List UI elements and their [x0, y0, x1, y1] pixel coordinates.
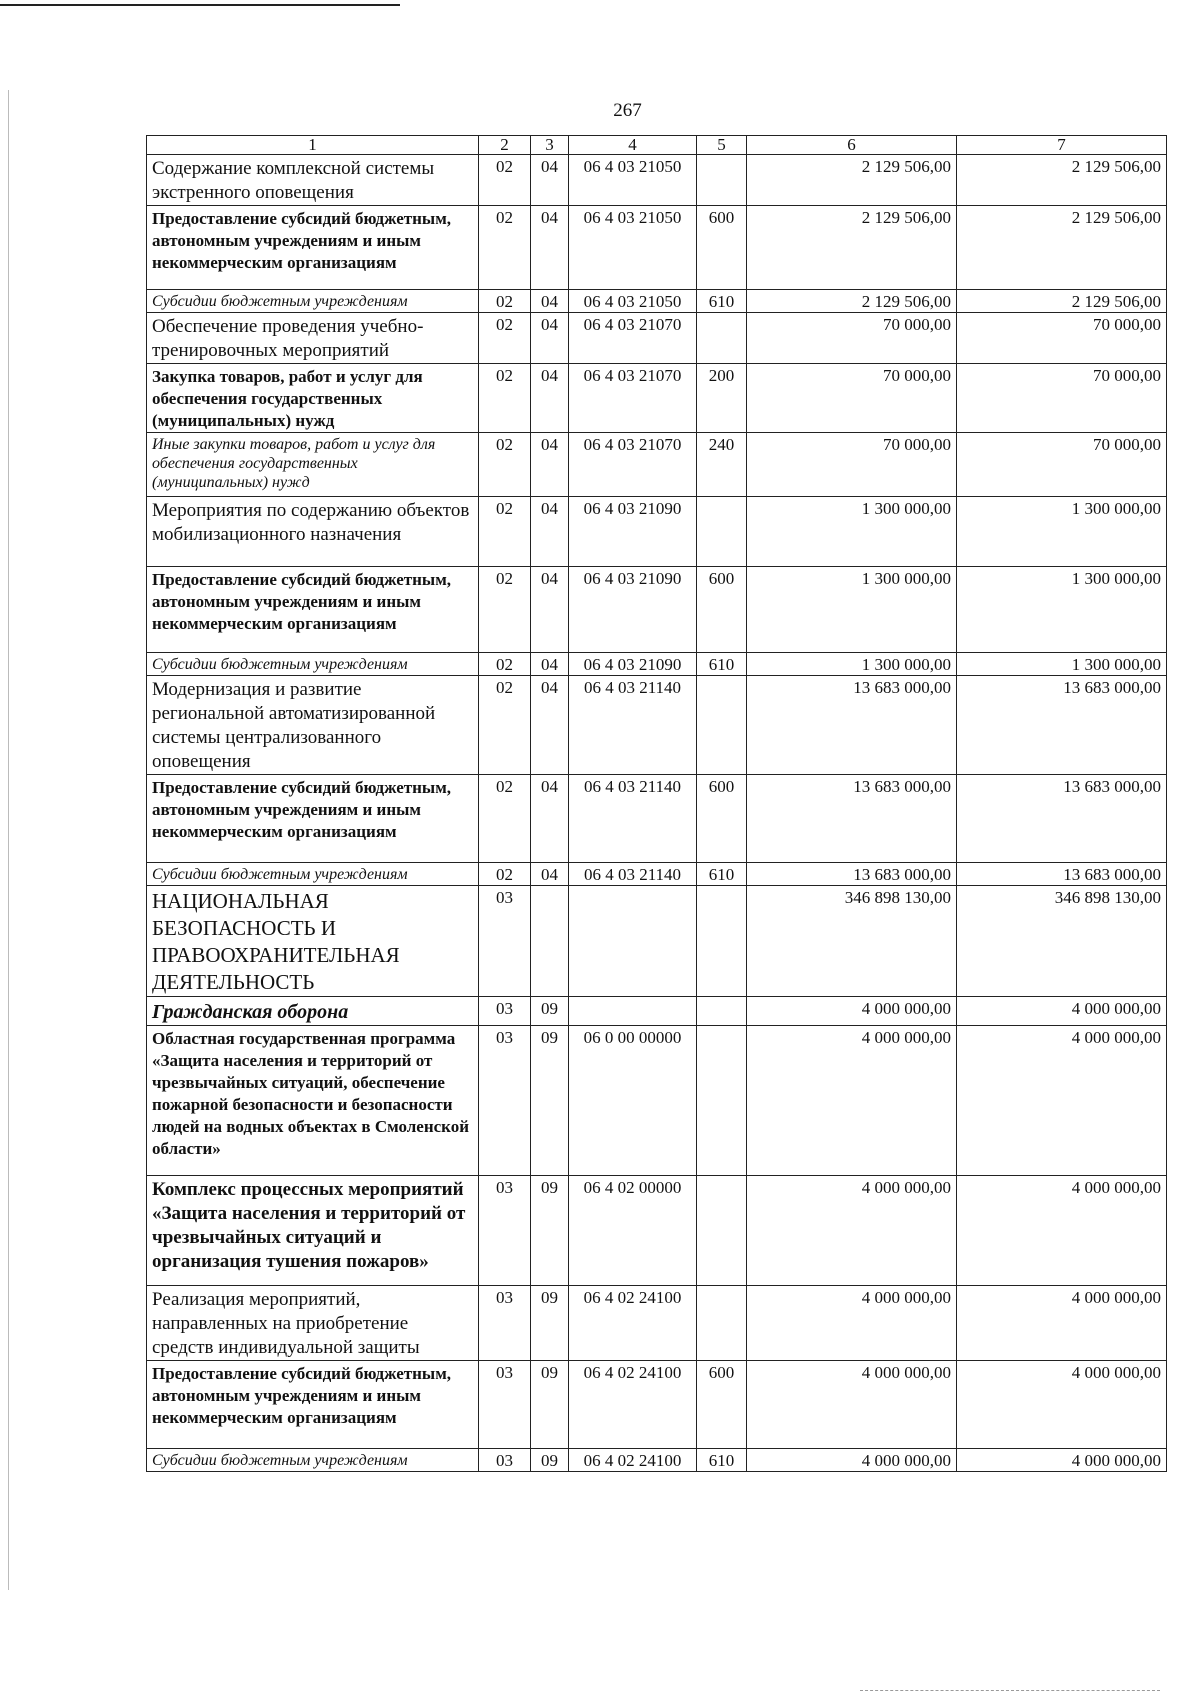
row-name: Предоставление субсидий бюджетным, автономным учреждениям и иным некоммерческим организациям: [147, 206, 479, 290]
row-target-article: 06 4 03 21070: [569, 313, 697, 364]
row-section-code: 03: [479, 1176, 531, 1286]
row-name: Модернизация и развитие региональной автоматизированной системы централизованного оповещения: [147, 676, 479, 775]
row-expense-type: [697, 1176, 747, 1286]
budget-table: [146, 135, 1167, 1472]
header-col-3: 3: [531, 136, 569, 155]
row-name: Мероприятия по содержанию объектов мобилизационного назначения: [147, 497, 479, 567]
row-name: Иные закупки товаров, работ и услуг для обеспечения государственных (муниципальных) нужд: [147, 433, 479, 497]
row-amount-year-2: 70 000,00: [957, 433, 1167, 497]
row-amount-year-1: 4 000 000,00: [747, 1449, 957, 1472]
row-amount-year-2: 4 000 000,00: [957, 1449, 1167, 1472]
row-name: Предоставление субсидий бюджетным, автономным учреждениям и иным некоммерческим организациям: [147, 1361, 479, 1449]
row-amount-year-2: 4 000 000,00: [957, 1286, 1167, 1361]
table-row: [147, 676, 1167, 775]
row-section-code: 02: [479, 313, 531, 364]
row-amount-year-1: 4 000 000,00: [747, 1026, 957, 1176]
row-expense-type: 600: [697, 1361, 747, 1449]
header-col-4: 4: [569, 136, 697, 155]
row-name: Предоставление субсидий бюджетным, автономным учреждениям и иным некоммерческим организациям: [147, 775, 479, 863]
row-amount-year-2: 13 683 000,00: [957, 775, 1167, 863]
row-section-code: 02: [479, 676, 531, 775]
row-expense-type: [697, 497, 747, 567]
row-section-code: 02: [479, 653, 531, 676]
row-amount-year-2: 13 683 000,00: [957, 676, 1167, 775]
table-row: [147, 206, 1167, 290]
row-amount-year-2: 4 000 000,00: [957, 1026, 1167, 1176]
row-amount-year-2: 1 300 000,00: [957, 567, 1167, 653]
row-amount-year-1: 1 300 000,00: [747, 497, 957, 567]
row-amount-year-2: 70 000,00: [957, 364, 1167, 433]
row-subsection-code: 09: [531, 1286, 569, 1361]
table-row: [147, 364, 1167, 433]
row-amount-year-1: 13 683 000,00: [747, 676, 957, 775]
table-row: [147, 997, 1167, 1026]
row-name: Субсидии бюджетным учреждениям: [147, 653, 479, 676]
row-amount-year-1: 2 129 506,00: [747, 206, 957, 290]
row-subsection-code: 04: [531, 653, 569, 676]
row-section-code: 03: [479, 1286, 531, 1361]
row-amount-year-1: 1 300 000,00: [747, 567, 957, 653]
table-row: [147, 775, 1167, 863]
row-section-code: 02: [479, 290, 531, 313]
row-subsection-code: 04: [531, 364, 569, 433]
header-col-6: 6: [747, 136, 957, 155]
row-target-article: 06 4 03 21070: [569, 364, 697, 433]
row-amount-year-1: 13 683 000,00: [747, 775, 957, 863]
row-subsection-code: [531, 886, 569, 997]
row-section-code: 02: [479, 155, 531, 206]
row-target-article: [569, 997, 697, 1026]
row-name: Субсидии бюджетным учреждениям: [147, 1449, 479, 1472]
top-scan-rule: [0, 4, 400, 6]
page-number: 267: [613, 100, 642, 121]
row-expense-type: 600: [697, 775, 747, 863]
row-subsection-code: 04: [531, 290, 569, 313]
table-row: [147, 886, 1167, 997]
table-body: [147, 155, 1167, 1472]
row-expense-type: [697, 1026, 747, 1176]
row-target-article: 06 4 03 21050: [569, 155, 697, 206]
row-subsection-code: 04: [531, 155, 569, 206]
row-name: Обеспечение проведения учебно-тренировочных мероприятий: [147, 313, 479, 364]
row-amount-year-1: 70 000,00: [747, 313, 957, 364]
row-name: Субсидии бюджетным учреждениям: [147, 290, 479, 313]
row-amount-year-2: 70 000,00: [957, 313, 1167, 364]
row-section-code: 03: [479, 1449, 531, 1472]
table-row: [147, 290, 1167, 313]
row-expense-type: 200: [697, 364, 747, 433]
row-target-article: 06 4 02 00000: [569, 1176, 697, 1286]
scan-left-edge: [8, 90, 9, 1590]
row-amount-year-1: 2 129 506,00: [747, 155, 957, 206]
table-row: [147, 497, 1167, 567]
table-row: [147, 1286, 1167, 1361]
row-subsection-code: 04: [531, 497, 569, 567]
header-col-7: 7: [957, 136, 1167, 155]
row-amount-year-1: 13 683 000,00: [747, 863, 957, 886]
row-amount-year-2: 2 129 506,00: [957, 155, 1167, 206]
row-amount-year-2: 2 129 506,00: [957, 206, 1167, 290]
row-target-article: 06 4 03 21070: [569, 433, 697, 497]
row-name: Комплекс процессных мероприятий «Защита населения и территорий от чрезвычайных ситуаций и организация тушения пожаров»: [147, 1176, 479, 1286]
row-amount-year-1: 70 000,00: [747, 433, 957, 497]
row-target-article: 06 4 03 21140: [569, 775, 697, 863]
row-name: Содержание комплексной системы экстренного оповещения: [147, 155, 479, 206]
header-col-2: 2: [479, 136, 531, 155]
row-subsection-code: 09: [531, 1026, 569, 1176]
row-amount-year-2: 4 000 000,00: [957, 1176, 1167, 1286]
table-row: [147, 1361, 1167, 1449]
row-section-code: 02: [479, 433, 531, 497]
row-amount-year-1: 4 000 000,00: [747, 1361, 957, 1449]
row-amount-year-1: 4 000 000,00: [747, 1286, 957, 1361]
row-subsection-code: 04: [531, 313, 569, 364]
table-row: [147, 653, 1167, 676]
row-target-article: 06 4 03 21090: [569, 567, 697, 653]
row-section-code: 03: [479, 1026, 531, 1176]
row-amount-year-1: 70 000,00: [747, 364, 957, 433]
table-row: [147, 863, 1167, 886]
row-target-article: 06 4 03 21140: [569, 863, 697, 886]
row-expense-type: 610: [697, 863, 747, 886]
table-row: [147, 1176, 1167, 1286]
header-col-5: 5: [697, 136, 747, 155]
row-expense-type: 240: [697, 433, 747, 497]
row-amount-year-1: 1 300 000,00: [747, 653, 957, 676]
row-amount-year-2: 346 898 130,00: [957, 886, 1167, 997]
row-amount-year-2: 1 300 000,00: [957, 653, 1167, 676]
row-name: Закупка товаров, работ и услуг для обеспечения государственных (муниципальных) нужд: [147, 364, 479, 433]
table-row: [147, 155, 1167, 206]
row-target-article: 06 4 02 24100: [569, 1449, 697, 1472]
row-subsection-code: 04: [531, 206, 569, 290]
row-target-article: 06 4 03 21050: [569, 206, 697, 290]
row-expense-type: 610: [697, 653, 747, 676]
row-amount-year-2: 1 300 000,00: [957, 497, 1167, 567]
row-amount-year-1: 2 129 506,00: [747, 290, 957, 313]
row-section-code: 03: [479, 997, 531, 1026]
row-amount-year-1: 4 000 000,00: [747, 997, 957, 1026]
row-expense-type: [697, 313, 747, 364]
row-amount-year-2: 2 129 506,00: [957, 290, 1167, 313]
row-subsection-code: 04: [531, 676, 569, 775]
row-expense-type: [697, 1286, 747, 1361]
row-amount-year-1: 4 000 000,00: [747, 1176, 957, 1286]
row-expense-type: 610: [697, 1449, 747, 1472]
row-section-code: 02: [479, 497, 531, 567]
row-name: Областная государственная программа «Защита населения и территорий от чрезвычайных ситуаций, обеспечение пожарной безопасности и безопасности людей на водных объектах в Смоленской области»: [147, 1026, 479, 1176]
row-section-code: 03: [479, 886, 531, 997]
row-subsection-code: 04: [531, 433, 569, 497]
row-target-article: [569, 886, 697, 997]
row-amount-year-2: 4 000 000,00: [957, 1361, 1167, 1449]
bottom-scan-marks: [860, 1690, 1160, 1692]
table-header-row: [147, 136, 1167, 155]
row-name: Субсидии бюджетным учреждениям: [147, 863, 479, 886]
row-subsection-code: 09: [531, 1449, 569, 1472]
row-expense-type: [697, 676, 747, 775]
header-col-1: 1: [147, 136, 479, 155]
row-section-code: 02: [479, 863, 531, 886]
table-row: [147, 1026, 1167, 1176]
row-target-article: 06 4 02 24100: [569, 1286, 697, 1361]
row-amount-year-1: 346 898 130,00: [747, 886, 957, 997]
row-target-article: 06 4 03 21090: [569, 497, 697, 567]
row-expense-type: [697, 886, 747, 997]
row-section-code: 02: [479, 775, 531, 863]
row-target-article: 06 4 03 21140: [569, 676, 697, 775]
row-name: Реализация мероприятий, направленных на приобретение средств индивидуальной защиты: [147, 1286, 479, 1361]
row-target-article: 06 4 02 24100: [569, 1361, 697, 1449]
table-row: [147, 1449, 1167, 1472]
row-amount-year-2: 4 000 000,00: [957, 997, 1167, 1026]
row-expense-type: 600: [697, 206, 747, 290]
row-section-code: 03: [479, 1361, 531, 1449]
table-row: [147, 567, 1167, 653]
row-target-article: 06 4 03 21090: [569, 653, 697, 676]
row-expense-type: [697, 997, 747, 1026]
row-expense-type: 610: [697, 290, 747, 313]
row-name: НАЦИОНАЛЬНАЯ БЕЗОПАСНОСТЬ И ПРАВООХРАНИТЕЛЬНАЯ ДЕЯТЕЛЬНОСТЬ: [147, 886, 479, 997]
row-subsection-code: 04: [531, 567, 569, 653]
row-expense-type: [697, 155, 747, 206]
row-section-code: 02: [479, 567, 531, 653]
row-target-article: 06 4 03 21050: [569, 290, 697, 313]
row-name: Предоставление субсидий бюджетным, автономным учреждениям и иным некоммерческим организациям: [147, 567, 479, 653]
table-row: [147, 433, 1167, 497]
row-section-code: 02: [479, 206, 531, 290]
row-subsection-code: 09: [531, 997, 569, 1026]
row-subsection-code: 09: [531, 1361, 569, 1449]
row-subsection-code: 04: [531, 863, 569, 886]
row-amount-year-2: 13 683 000,00: [957, 863, 1167, 886]
row-subsection-code: 04: [531, 775, 569, 863]
row-target-article: 06 0 00 00000: [569, 1026, 697, 1176]
row-name: Гражданская оборона: [147, 997, 479, 1026]
row-subsection-code: 09: [531, 1176, 569, 1286]
table-row: [147, 313, 1167, 364]
row-section-code: 02: [479, 364, 531, 433]
row-expense-type: 600: [697, 567, 747, 653]
